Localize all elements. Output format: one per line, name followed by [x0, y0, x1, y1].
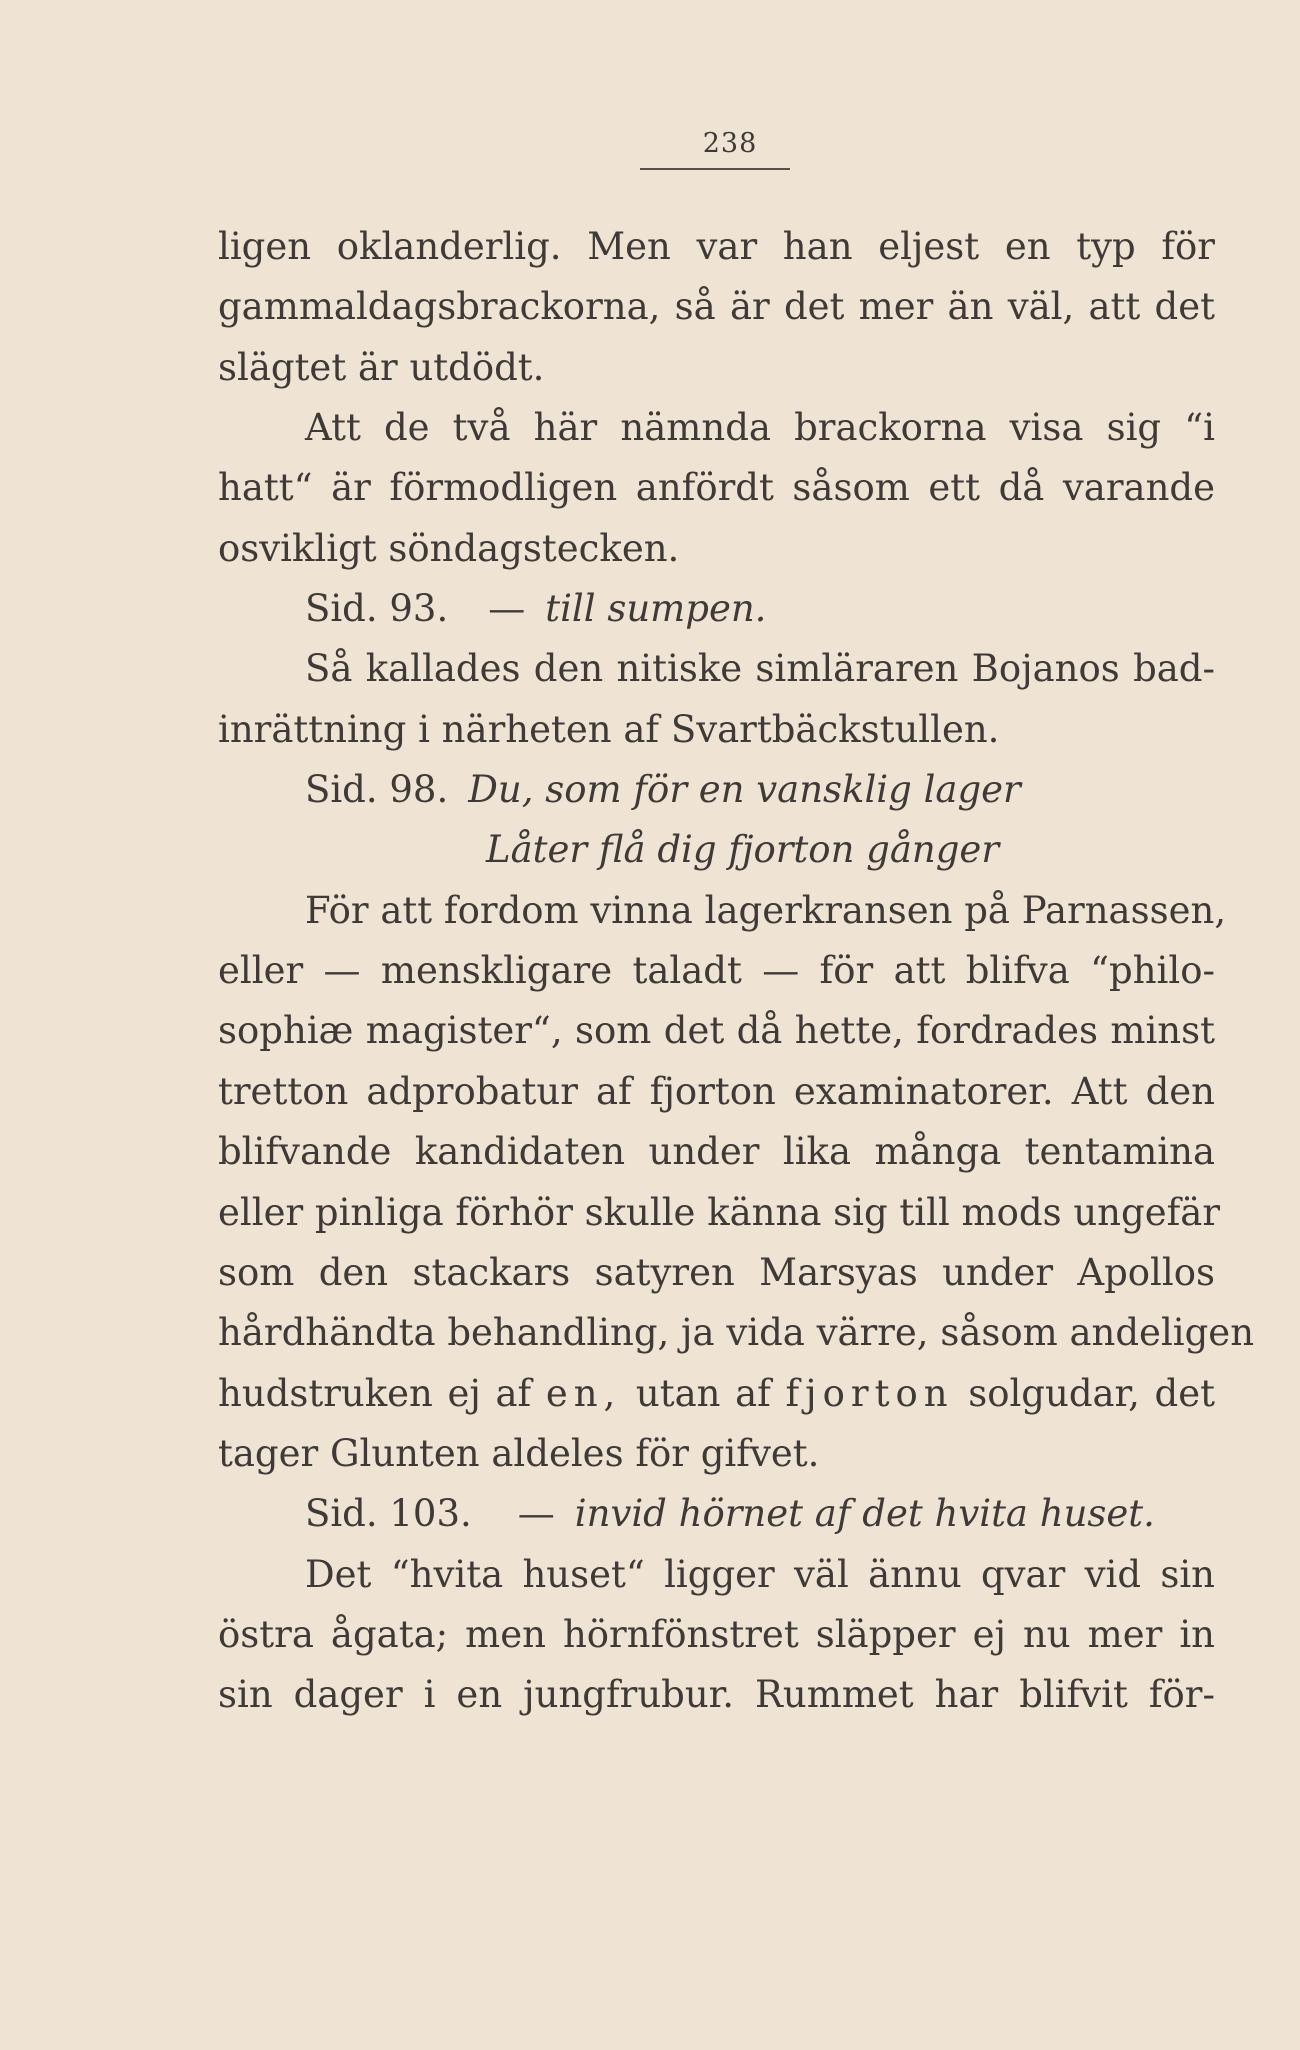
text-line: blifvande kandidaten under lika många tentamina [218, 1130, 1215, 1174]
text-line: sin dager i en jungfrubur. Rummet har blifvit för- [218, 1673, 1215, 1717]
spaced-word: en, [545, 1371, 622, 1415]
text-segment: utan af [635, 1371, 771, 1415]
text-segment: solgudar, det [968, 1371, 1215, 1415]
quoted-phrase: till sumpen. [545, 587, 767, 631]
text-line: eller — menskligare taladt — för att blifva “philo- [218, 949, 1215, 993]
text-line: eller pinliga förhör skulle känna sig till mods ungefär [218, 1190, 1221, 1234]
annotation-line [218, 579, 1215, 639]
text-line: slägtet är utdödt. [218, 345, 545, 389]
annotation-line [218, 1484, 1215, 1544]
text-line: hårdhändta behandling, ja vida värre, såsom andeligen [218, 1311, 1255, 1355]
em-dash: — [488, 587, 526, 631]
text-line [218, 1364, 1215, 1424]
body-text [218, 217, 1255, 1726]
spaced-word: fjorton [785, 1371, 954, 1415]
text-line: Det “hvita huset“ ligger väl ännu qvar vid sin [305, 1552, 1215, 1596]
text-line: För att fordom vinna lagerkransen på Parnassen, [305, 888, 1227, 932]
text-line: tager Glunten aldeles för gifvet. [218, 1431, 820, 1475]
text-segment: hudstruken ej af [218, 1371, 532, 1415]
text-line: inrättning i närheten af Svartbäckstullen. [218, 707, 1000, 751]
page-number-rule [640, 168, 790, 170]
text-line: Att de två här nämnda brackorna visa sig “i [305, 406, 1215, 450]
quoted-verse: Låter flå dig fjorton gånger [486, 828, 1000, 872]
text-line: östra ågata; men hörnfönstret släpper ej nu mer in [218, 1612, 1215, 1656]
text-line: osvikligt söndagstecken. [218, 526, 680, 570]
text-line: Så kallades den nitiske simläraren Bojanos bad- [305, 647, 1215, 691]
text-line: gammaldagsbrackorna, så är det mer än väl, att det [218, 285, 1215, 329]
page-reference: Sid. 103. [305, 1492, 472, 1536]
page-number: 238 [702, 128, 758, 159]
quoted-verse: Du, som för en vansklig lager [468, 768, 1021, 812]
text-line: som den stackars satyren Marsyas under Apollos [218, 1250, 1215, 1294]
annotation-line [218, 760, 1215, 820]
em-dash: — [517, 1492, 555, 1536]
page-reference: Sid. 93. [305, 587, 449, 631]
text-line: hatt“ är förmodligen anfördt såsom ett då varande [218, 466, 1215, 510]
quoted-phrase: invid hörnet af det hvita huset. [574, 1492, 1155, 1536]
page-reference: Sid. 98. [305, 768, 449, 812]
text-line: ligen oklanderlig. Men var han eljest en typ för [218, 225, 1215, 268]
text-line: sophiæ magister“, som det då hette, fordrades minst [218, 1009, 1215, 1053]
text-line: tretton adprobatur af fjorton examinatorer. Att den [218, 1069, 1215, 1113]
